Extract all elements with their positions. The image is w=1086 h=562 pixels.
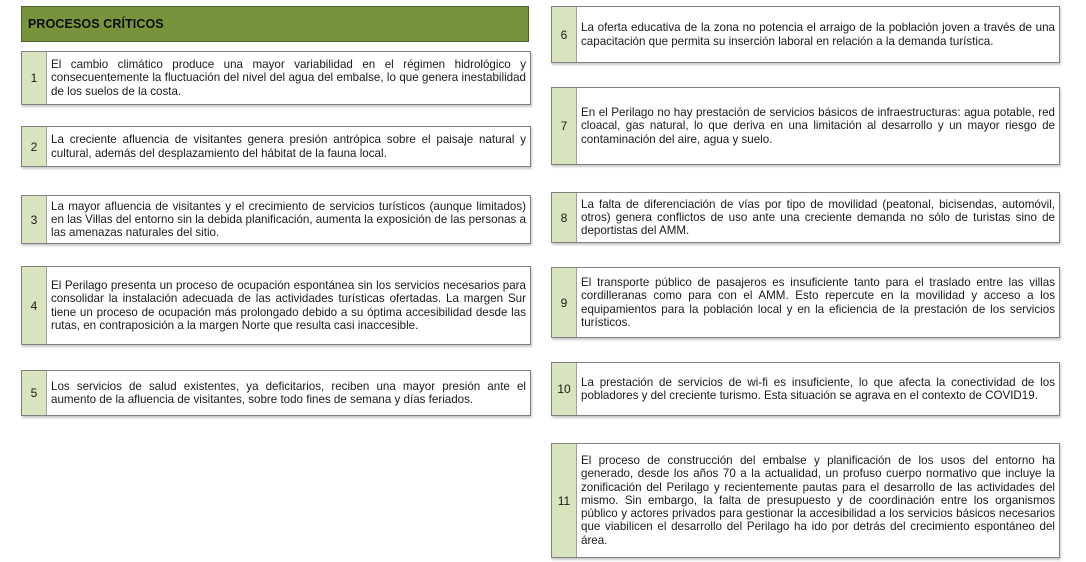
item-text-container	[47, 371, 530, 415]
critical-process-item-3	[21, 195, 531, 244]
critical-process-item-1	[21, 51, 531, 105]
item-text-container	[47, 196, 530, 243]
critical-process-item-9	[551, 267, 1060, 338]
section-title	[21, 6, 529, 42]
section-title-text: PROCESOS CRÍTICOS	[28, 17, 164, 31]
item-text-container	[47, 52, 530, 104]
critical-process-item-10	[551, 362, 1060, 416]
item-text-container	[577, 363, 1059, 415]
item-number: 2	[22, 127, 47, 166]
item-text: La mayor afluencia de visitantes y el crecimiento de servicios turísticos (aunque limitados) en las Villas del entorno sin la debida planificación, aumenta la exposición de las personas a las amenazas naturales del sitio.	[51, 199, 526, 240]
critical-process-item-5	[21, 370, 531, 416]
item-text: El cambio climático produce una mayor variabilidad en el régimen hidrológico y consecuentemente la fluctuación del nivel del agua del embalse, lo que genera inestabilidad de los suelos de la costa.	[51, 58, 526, 98]
item-number: 1	[22, 52, 47, 104]
item-text: La falta de diferenciación de vías por tipo de movilidad (peatonal, bicisendas, automóvil, otros) genera conflictos de uso ante una creciente demanda no sólo de turistas sino de deportistas del AMM.	[581, 197, 1055, 238]
item-text: La creciente afluencia de visitantes genera presión antrópica sobre el paisaje natural y cultural, además del desplazamiento del hábitat de la fauna local.	[51, 133, 526, 160]
item-text: La prestación de servicios de wi-fi es insuficiente, lo que afecta la conectividad de los pobladores y del creciente turismo. Esta situación se agrava en el contexto de COVID19.	[581, 375, 1055, 402]
critical-process-item-8	[551, 192, 1060, 243]
critical-process-item-11	[551, 443, 1060, 558]
item-text: Los servicios de salud existentes, ya deficitarios, reciben una mayor presión ante el aumento de la afluencia de visitantes, sobre todo fines de semana y días feriados.	[51, 379, 526, 406]
item-text-container	[47, 127, 530, 166]
critical-process-item-2	[21, 126, 531, 167]
item-number: 3	[22, 196, 47, 243]
item-number: 6	[552, 7, 577, 62]
item-text-container	[577, 7, 1059, 62]
item-number: 7	[552, 88, 577, 164]
item-text-container	[47, 267, 530, 344]
item-text-container	[577, 268, 1059, 337]
item-text: El transporte público de pasajeros es insuficiente tanto para el traslado entre las villas cordilleranas como para con el AMM. Esto repercute en la movilidad y acceso a los equipamientos para la población local y en la eficiencia de la prestación de los servicios turísticos.	[581, 276, 1055, 329]
item-text-container	[577, 193, 1059, 242]
item-number: 10	[552, 363, 577, 415]
item-number: 9	[552, 268, 577, 337]
item-number: 8	[552, 193, 577, 242]
item-text: La oferta educativa de la zona no potencia el arraigo de la población joven a través de una capacitación que permita su inserción laboral en relación a la demanda turística.	[581, 21, 1055, 48]
critical-process-item-7	[551, 87, 1060, 165]
item-number: 5	[22, 371, 47, 415]
item-number: 4	[22, 267, 47, 344]
critical-process-item-6	[551, 6, 1060, 63]
item-text-container	[577, 444, 1059, 557]
item-number: 11	[552, 444, 577, 557]
item-text: El proceso de construcción del embalse y planificación de los usos del entorno ha generado, desde los años 70 a la actualidad, un profuso cuerpo normativo que incluye la zonificación del Perilago y recientemente pautas para el desarrollo de las actividades del mismo. Sin embargo, la falta de presupuesto y de coordinación entre los organismos público y actores privados para gestionar la accesibilidad a los servicios básicos necesarios que viabilicen el desarrollo del Perilago ha ido por detrás del crecimiento espontáneo del área.	[581, 454, 1055, 547]
item-text-container	[577, 88, 1059, 164]
item-text: En el Perilago no hay prestación de servicios básicos de infraestructuras: agua potable, red cloacal, gas natural, lo que deriva en una limitación al desarrollo y un mayor riesgo de contaminación del aire, agua y suelo.	[581, 106, 1055, 146]
critical-process-item-4	[21, 266, 531, 345]
item-text: El Perilago presenta un proceso de ocupación espontánea sin los servicios necesarios para consolidar la instalación adecuada de las actividades turísticas ofertadas. La margen Sur tiene un proceso de ocupación más prolongado debido a su óptima accesibilidad desde las rutas, en contraposición a la margen Norte que resulta casi inaccesible.	[51, 279, 526, 332]
